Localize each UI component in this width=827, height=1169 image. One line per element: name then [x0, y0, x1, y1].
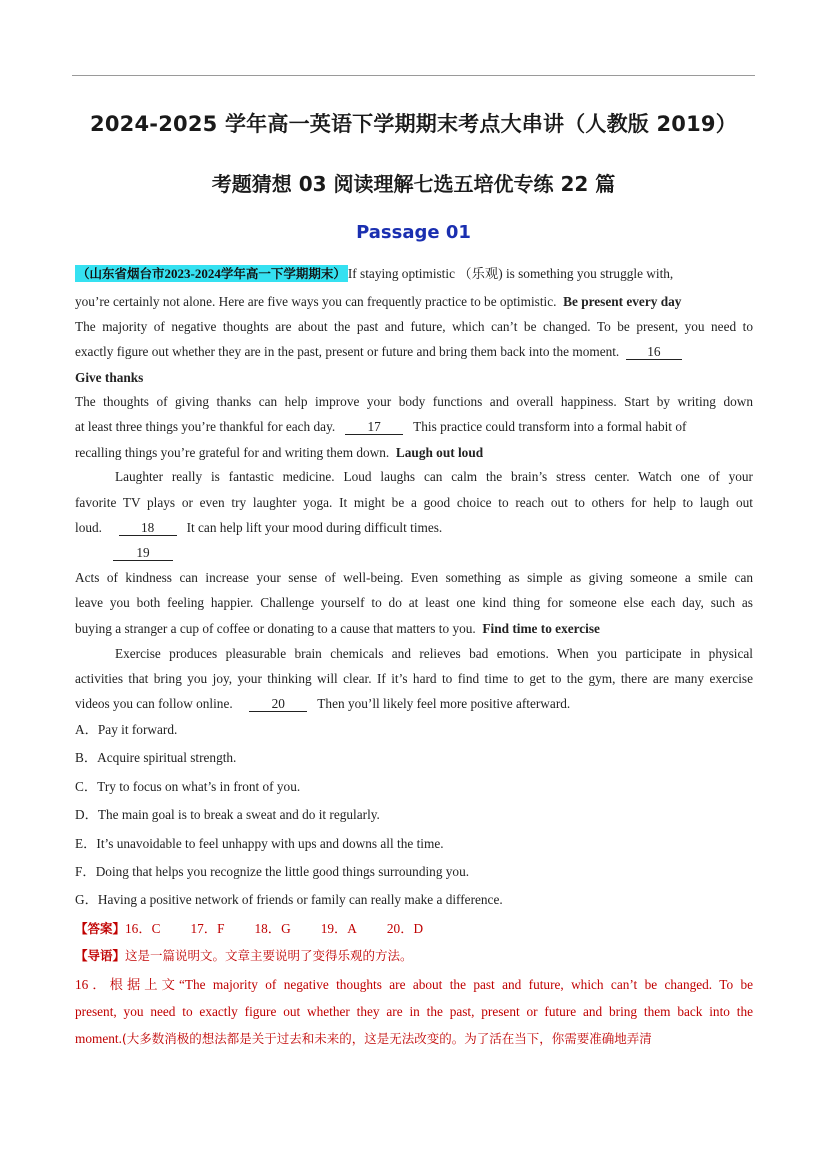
answer-item: 16．C: [125, 921, 161, 936]
blank-20: 20: [249, 697, 307, 712]
passage-line: activities that bring you joy, your thinking will clear. If it’s hard to find time to get to the gym, there are many exercise: [75, 671, 753, 686]
answer-item: 20．D: [386, 921, 424, 936]
passage-line: Laughter really is fantastic medicine. Loud laughs can calm the brain’s stress center. Watch one of your: [115, 469, 753, 484]
header-rule: [72, 75, 755, 76]
passage-line: at least three things you’re thankful for each day. 17 This practice could transform into a formal habit of: [75, 419, 687, 434]
passage-line: Acts of kindness can increase your sense of well-being. Even something as simple as giving someone a smile can: [75, 570, 753, 585]
option-d: D．The main goal is to break a sweat and do it regularly.: [75, 807, 380, 822]
document-title: 2024-2025 学年高一英语下学期期末考点大串讲（人教版 2019）: [90, 112, 737, 136]
passage-line: [75, 543, 753, 563]
passage-line: exactly figure out whether they are in the past, present or future and bring them back into the moment. 16: [75, 342, 753, 362]
passage-line: The thoughts of giving thanks can help improve your body functions and overall happiness. Start by writing down: [75, 394, 753, 409]
guide-label: 【导语】: [75, 948, 126, 963]
passage-line: leave you both feeling happier. Challenge yourself to do at least one kind thing for someone else each day, such as: [75, 595, 753, 610]
answer-label: 【答案】: [75, 921, 126, 936]
passage-line: （山东省烟台市2023-2024学年高一下学期期末） If staying optimistic （乐观) is something you struggle with,: [77, 266, 674, 281]
option-f: F．Doing that helps you recognize the little good things surrounding you.: [75, 864, 470, 879]
heading-give-thanks: Give thanks: [75, 370, 144, 385]
passage-heading: Passage 01: [356, 222, 471, 243]
answer-line: [75, 919, 753, 939]
guide-text: 这是一篇说明文。文章主要说明了变得乐观的方法。: [125, 948, 413, 963]
option-b: B．Acquire spiritual strength.: [75, 750, 237, 765]
passage-line: buying a stranger a cup of coffee or donating to a cause that matters to you. Find time to exercise: [75, 621, 600, 636]
explanation-line: 16．根据上文“The majority of negative thoughts are about the past and future, which can’t be changed. To be: [75, 977, 753, 992]
heading-be-present: Be present every day: [563, 294, 682, 309]
heading-find-time-to-exercise: Find time to exercise: [482, 621, 600, 636]
option-e: E．It’s unavoidable to feel unhappy with ups and downs all the time.: [75, 836, 444, 851]
option-c: C．Try to focus on what’s in front of you.: [75, 779, 301, 794]
explanation-line: present, you need to exactly figure out whether they are in the past, present or future and bring them back into the: [75, 1004, 753, 1019]
guide-line: [75, 946, 753, 966]
document-subtitle: 考题猜想 03 阅读理解七选五培优专练 22 篇: [211, 172, 616, 196]
passage-line: Exercise produces pleasurable brain chemicals and relieves bad emotions. When you participate in physical: [115, 646, 753, 661]
passage-line: favorite TV plays or even try laughter yoga. It might be a good choice to reach out to others for help to laugh out: [75, 495, 753, 510]
answer-item: 19．A: [320, 921, 357, 936]
passage-line: The majority of negative thoughts are about the past and future, which can’t be changed. To be present, you need to: [75, 319, 753, 334]
option-a: A．Pay it forward.: [75, 722, 178, 737]
blank-17: 17: [345, 420, 403, 435]
answer-item: 17．F: [190, 921, 225, 936]
blank-16: 16: [626, 345, 682, 360]
blank-19: 19: [113, 546, 173, 561]
explanation-line: moment.(大多数消极的想法都是关于过去和未来的，这是无法改变的。为了活在当下，你需要准确地弄清: [75, 1031, 652, 1046]
blank-18: 18: [119, 521, 177, 536]
answer-item: 18．G: [254, 921, 291, 936]
passage-line: loud. 18 It can help lift your mood during difficult times.: [75, 520, 443, 535]
passage-line: you’re certainly not alone. Here are five ways you can frequently practice to be optimistic. Be present every day: [75, 294, 682, 309]
passage-line: videos you can follow online. 20 Then you’ll likely feel more positive afterward.: [75, 696, 571, 711]
source-tag: （山东省烟台市2023-2024学年高一下学期期末）: [77, 266, 346, 281]
option-g: G．Having a positive network of friends or family can really make a difference.: [75, 892, 503, 907]
heading-laugh-out-loud: Laugh out loud: [395, 445, 484, 460]
passage-line: recalling things you’re grateful for and writing them down. Laugh out loud: [75, 445, 484, 460]
